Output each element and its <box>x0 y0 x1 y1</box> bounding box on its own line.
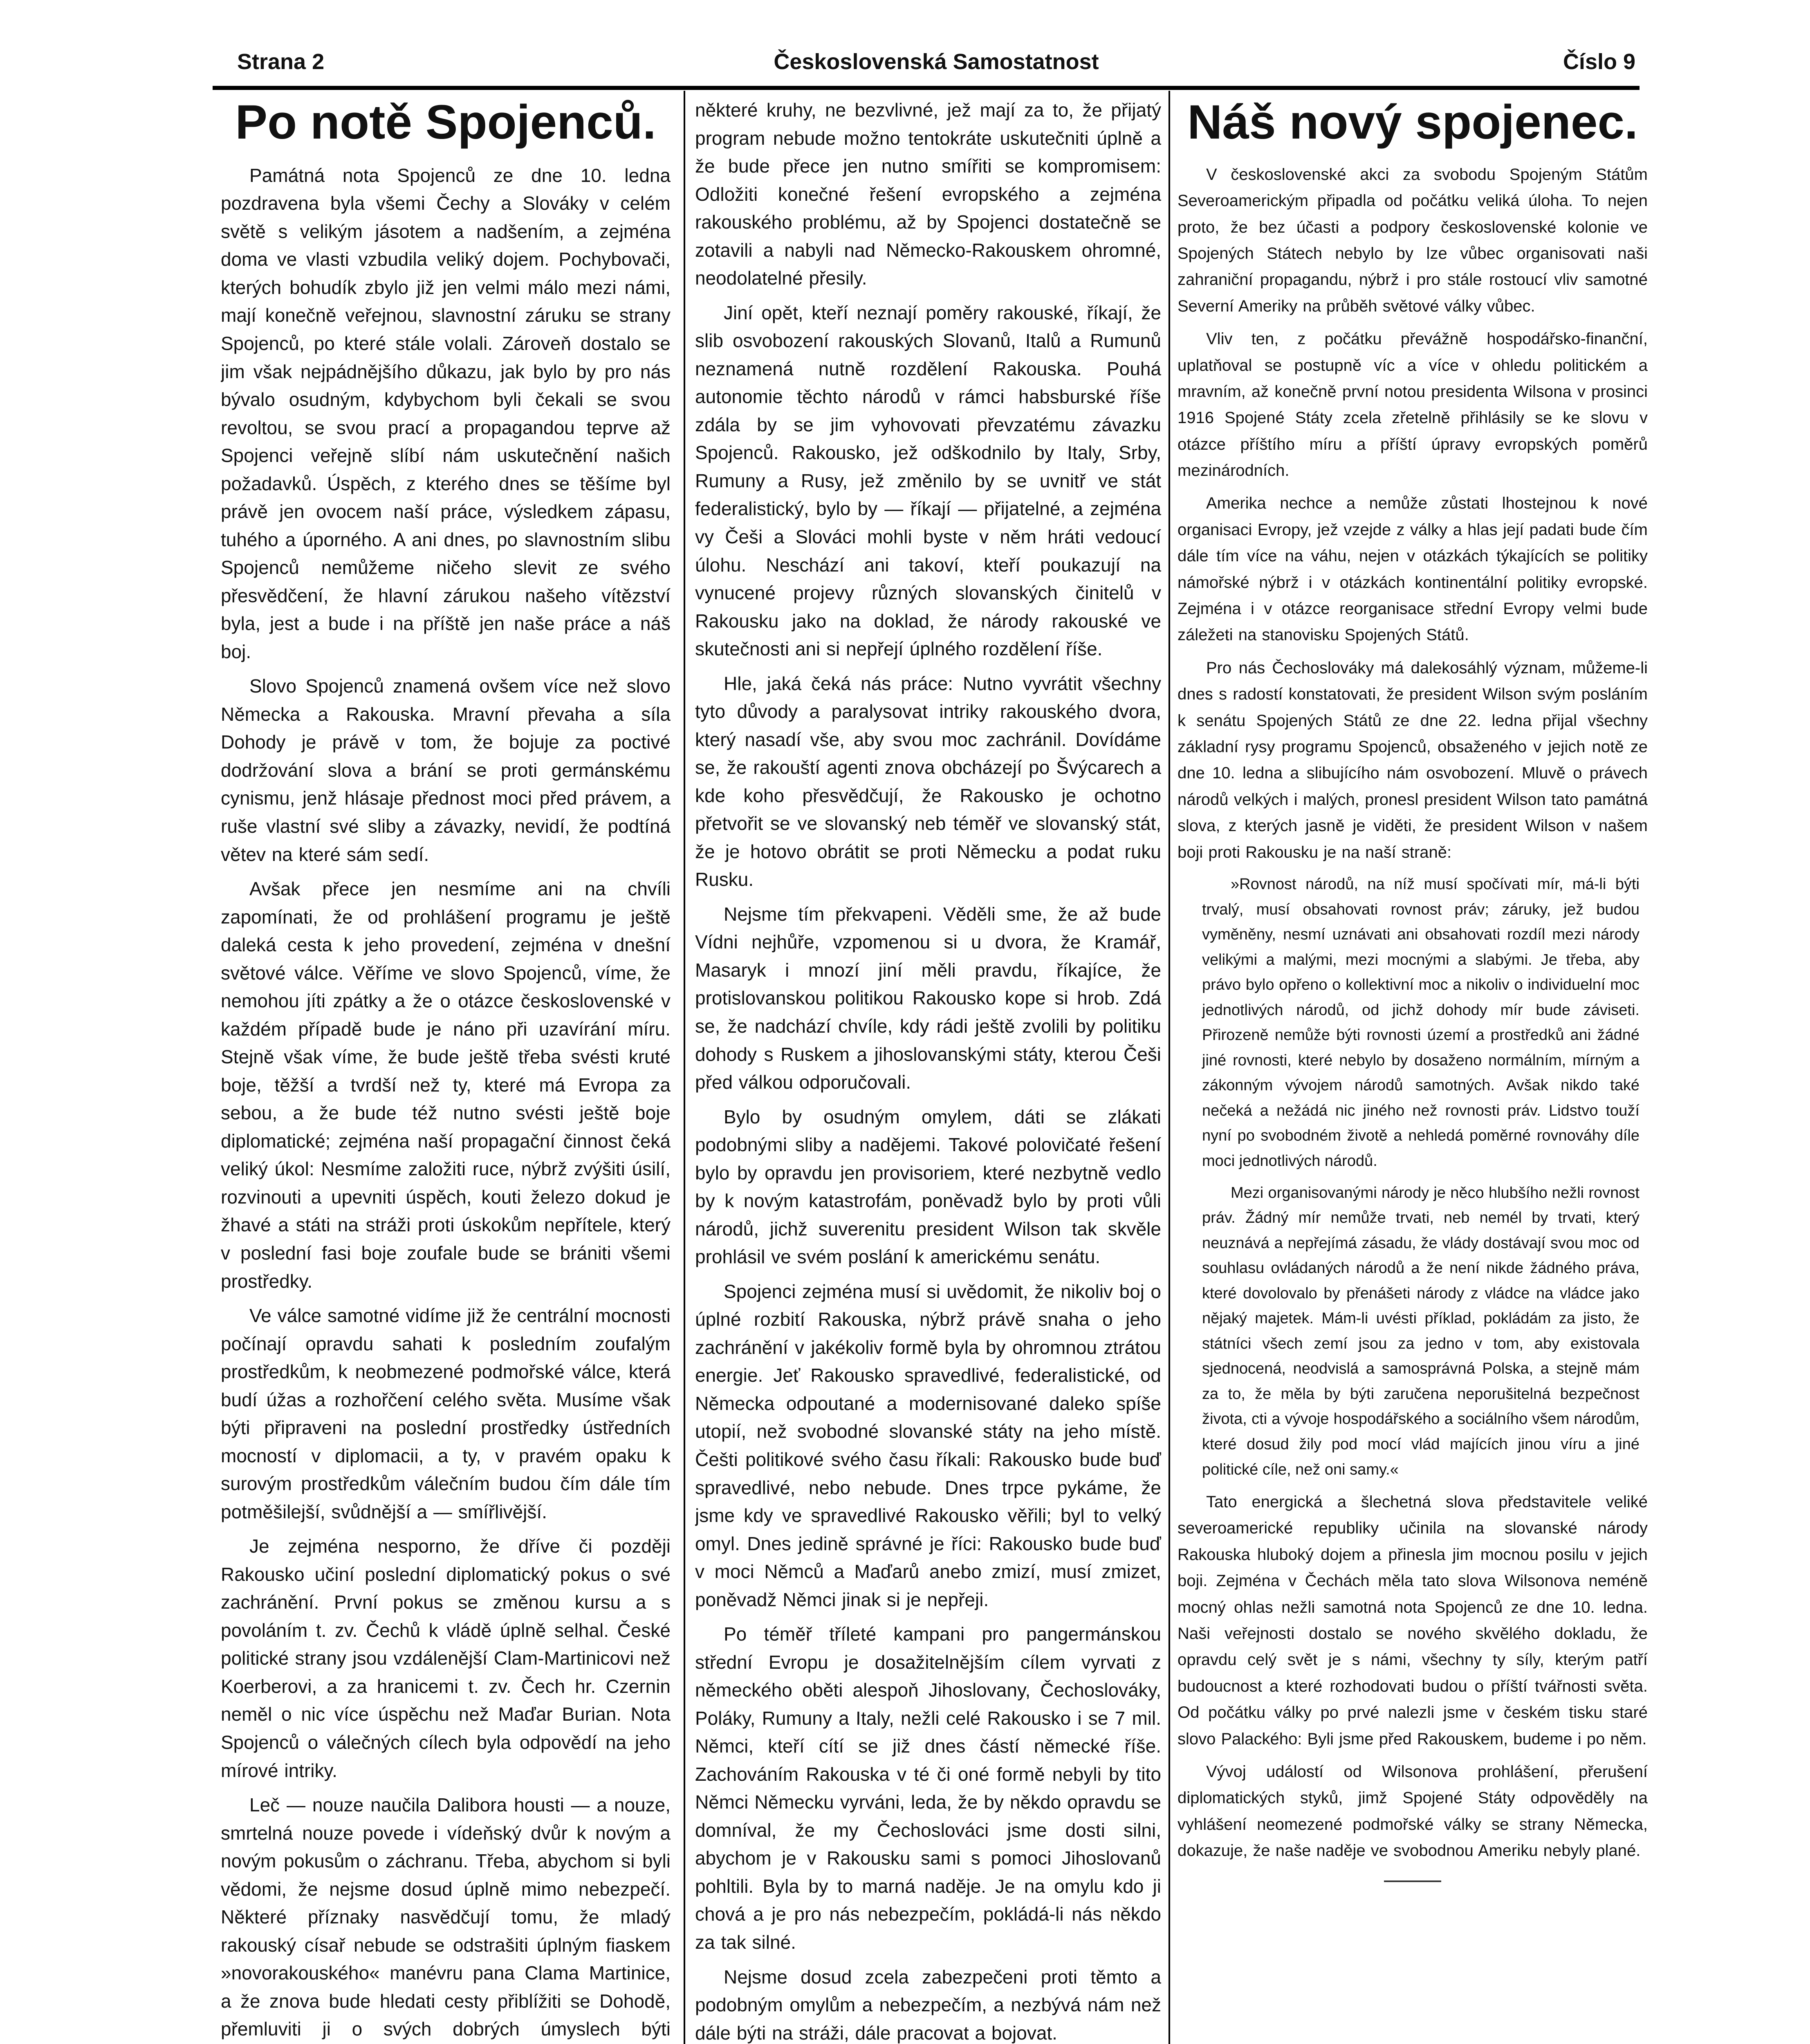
paragraph: Slovo Spojenců znamená ovšem více než slovo Německa a Rakouska. Mravní převaha a síla Dohody je právě v tom, že bojuje za poctivé dodržování slova a brání se proti germánskému cynismu, jenž hlásaje přednost moci před právem, a ruše vlastní své sliby a závazky, nevidí, že podtíná větev na které sám sedí. <box>221 675 671 865</box>
paragraph: Tato energická a šlechetná slova představitele veliké severoamerické republiky učinila na slovanské národy Rakouska hluboký dojem a přinesla jim mocnou posilu v jejich boji. Zejména v Čechách měla tato slova Wilsonova neméně mocný ohlas nežli samotná nota Spojenců ze dne 10. ledna. Naši veřejnosti dostalo se nového skvělého dokladu, že opravdu celý svět je s námi, všechny ty síly, kterým patří budoucnost a které rozhodovati budou o příští tvářnosti světa. Od počátku války po prvé nalezli jsme v českém tisku staré slovo Palackého: Byli jsme před Rakouskem, budeme i po něm. <box>1178 1493 1648 1748</box>
page-header <box>237 45 1635 90</box>
issue-number: Číslo 9 <box>1563 49 1635 74</box>
column-divider-2 <box>1169 91 1170 2044</box>
paragraph: Po téměř tříleté kampani pro pangermánskou střední Evropu je dosažitelnějším cílem vyrvati z německého oběti alespoň Jihoslovany, Čechoslováky, Poláky, Rumuny a Italy, nežli celé Rakousko i se 7 mil. Němci, kteří cítí se již dnes částí německé říše. Zachováním Rakouska v té či oné formě nebyli by tito Němci Německu vyrváni, leda, že by někdo opravdu se domníval, že my Čechoslováci jsme dosti silni, abychom je v Rakousku sami s pomoci Jihoslovanů pohltili. Byla by to marná naděje. Je na omylu kdo ji chová a je pro nás nebezpečím, pokládá-li nás někdo za tak silné. <box>695 1623 1161 1953</box>
wilson-quote: »Rovnost národů, na níž musí spočívati mír, má-li býti trvalý, musí obsahovati rovnost práv; záruky, jež budou vyměněny, nesmí uznávati ani obsahovati rozdíl mezi národy velikými a malými, mezi mocnými a slabými. Je třeba, aby právo bylo opřeno o kollektivní moc a nikoliv o individuelní moc jednotlivých národů, od jichž dohody mír bude záviseti. Přirozeně nemůže býti rovnosti území a prostředků ani žádné jiné rovnosti, které nebylo by dosaženo normálním, mírným a zákonným vývojem národů samotných. Avšak nikdo také nečeká a nežádá nic jiného než rovnosti práv. Lidstvo touží nyní po svobodném životě a nehledá poměrné rovnováhy díle moci jednotlivých národů. <box>1202 875 1640 1170</box>
column-left <box>221 96 671 2044</box>
header-rule <box>213 86 1640 90</box>
wilson-quote: Mezi organisovanými národy je něco hlubšího nežli rovnost práv. Žádný mír nemůže trvati, neb nemél by trvati, který neuznává a nepřejímá zásadu, že vlády dostávají svou moc od souhlasu ovládaných národů a že není nikde žádného práva, které dovolovalo by přenášeti národy z vládce na vládce jako nějaký majetek. Mám-li uvésti příklad, pokládám za jisto, že státníci všech zemí jsou za jedno v tom, aby existovala sjednocená, neodvislá a samosprávná Polska, a stejně mám za to, že měla by býti zaručena neporušitelná bezpečnost života, cti a vývoje hospodářského a sociálního všem národům, které dosud žily pod mocí vlád majících jinou víru a jiné politické cíle, než oni samy.« <box>1202 1184 1640 1478</box>
paragraph: Ve válce samotné vidíme již že centrální mocnosti počínají opravdu sahati k posledním zoufalým prostředkům, k neobmezené podmořské válce, která budí úžas a rozhořčení celého světa. Musíme však býti připraveni na poslední prostředky ústředních mocností v diplomacii, a ty, v pravém opaku k surovým prostředkům válečním budou čím dále tím potměšilejší, svůdnější a — smířlivější. <box>221 1305 671 1522</box>
paragraph: Památná nota Spojenců ze dne 10. ledna pozdravena byla všemi Čechy a Slováky v celém světě s velikým jásotem a nadšením, a zejména doma ve vlasti vzbudila veliký dojem. Pochybovači, kterých bohudík zbylo již jen velmi málo mezi námi, mají konečně veřejnou, slavnostní záruku se strany Spojenců, po které stále volali. Zároveň dostalo se jim však nejpádnějšího důkazu, jak bylo by pro nás bývalo osudným, kdybychom byli čekali se svou revoltou, se svou prací a propagandou teprve až Spojenci veřejně slíbí nám uskutečnění našich požadavků. Úspěch, z kterého dnes se těšíme byl právě jen ovocem naší práce, výsledkem zápasu, tuhého a úporného. A ani dnes, po slavnostním slibu Spojenců nemůžeme ničeho slevit ze svého přesvědčení, že hlavní zárukou našeho vítězství byla, jest a bude i na příště jen naše práce a náš boj. <box>221 164 671 662</box>
article-title-right: Náš nový spojenec. <box>1187 96 1638 149</box>
column-right <box>1178 96 1648 2044</box>
paragraph: Je zejména nesporno, že dříve či později Rakousko učiní poslední diplomatický pokus o své zachránění. První pokus se změnou kursu a s povoláním t. zv. Čechů k vládě úplně selhal. České politické strany jsou vzdálenější Clam-Martinicovi než Koerberovi, a za hranicemi t. zv. Čech hr. Czernin neměl o nic více úspěchu než Maďar Burian. Nota Spojenců o válečných cílech byla odpovědí na jeho mírové intriky. <box>221 1535 671 1781</box>
paragraph: Spojenci zejména musí si uvědomit, že nikoliv boj o úplné rozbití Rakouska, nýbrž právě snaha o jeho zachránění v jakékoliv formě byla by ohromnou ztrátou energie. Jeť Rakousko spravedlivé, federalistické, od Německa odpoutané a modernisované daleko spíše utopií, než svobodné slovanské státy na jeho místě. Češti politikové svého času říkali: Rakousko bude buď spravedlivé, nebo nebude. Dnes trpce pykáme, že jsme kdy ve spravedlivé Rakousko věřili; byl to velký omyl. Dnes jedině správné je říci: Rakousko bude buď v moci Němců a Maďarů anebo zmizí, musí zmizet, poněvadž Němci jinak si je nepřeji. <box>695 1280 1161 1610</box>
column-middle <box>695 96 1161 2044</box>
article-end-rule <box>1384 1880 1441 1882</box>
paragraph: Nejsme dosud zcela zabezpečeni proti těmto a podobným omylům a nebezpečím, a nezbývá nám než dále býti na stráži, dále pracovat a bojovat. <box>695 1966 1161 2044</box>
paragraph: Hle, jaká čeká nás práce: Nutno vyvrátit všechny tyto důvody a paralysovat intriky rakouského dvora, který nasadí vše, aby svou moc zachránil. Dovídáme se, že rakouští agenti znova obcházejí po Švýcarech a kde koho přesvědčují, že Rakousko je ochotno přetvořit se ve slovanský neb téměř ve slovanský stát, že je hotovo obrátit se proti Německu a podat ruku Rusku. <box>695 672 1161 890</box>
paragraph: Jiní opět, kteří neznají poměry rakouské, říkají, že slib osvobození rakouských Slovanů, Italů a Rumunů neznamená nutně rozdělení Rakouska. Pouhá autonomie těchto národů v rámci habsburské říše zdála by se jim vyhovovati převzatému závazku Spojenců. Rakousko, jež odškodnilo by Italy, Srby, Rumuny a Rusy, jež změnilo by se uvnitř ve stát federalistický, bylo by — říkají — přijatelné, a zejména vy Češi a Slováci mohli byste v něm hráti vedoucí úlohu. Neschází ani takoví, kteří poukazují na vynucené projevy různých slovanských činitelů v Rakousku jako na doklad, že národy rakouské ve skutečnosti ani si nepřejí úplného rozdělení říše. <box>695 302 1161 660</box>
page-number: Strana 2 <box>237 49 325 74</box>
paragraph: Amerika nechce a nemůže zůstati lhostejnou k nové organisaci Evropy, jež vzejde z války a hlas její padati bude čím dále tím více na váhu, nejen v otázkách týkajících se politiky námořské nýbrž i v otázkách kontinentální politiky evropské. Zejména i v otázce reorganisace střední Evropy velmi bude záležeti na stanovisku Spojených Států. <box>1178 494 1648 644</box>
paragraph: některé kruhy, ne bezvlivné, jež mají za to, že přijatý program nebude možno tentokráte uskutečniti úplně a že bude přece jen nutno smířiti se kompromisem: Odložiti konečné řešení evropského a zejména rakouského problému, až by Spojenci dostatečně se zotavili a nabyli nad Německo-Rakouskem ohromné, neodolatelné přesily. <box>695 99 1161 289</box>
paragraph: Nejsme tím překvapeni. Věděli sme, že až bude Vídni nejhůře, vzpomenou si u dvora, že Kramář, Masaryk i mnozí jiní měli pravdu, říkajíce, že protislovanskou politikou Rakousko kope si hrob. Zdá se, že nadchází chvíle, kdy rádi ještě zvolili by politiku dohody s Ruskem a jihoslovanskými státy, kterou Češi před válkou odporučovali. <box>695 903 1161 1093</box>
paragraph: V československé akci za svobodu Spojeným Státům Severoamerickým připadla od počátku veliká úloha. To nejen proto, že bez účasti a podpory československé kolonie ve Spojených Státech nebylo by lze vůbec organisovati naši zahraniční propagandu, nýbrž i pro stále rostoucí vliv samotné Severní Ameriky na průběh světové války vůbec. <box>1178 165 1648 315</box>
article-title-left: Po notě Spojenců. <box>235 96 656 149</box>
paragraph: Leč — nouze naučila Dalibora housti — a nouze, smrtelná nouze povede i vídeňský dvůr k novým a novým pokusům o záchranu. Třeba, abychom si byli vědomi, že nejsme dosud úplně mimo nebezpečí. Některé příznaky nasvědčují tomu, že mladý rakouský císař nebude se odstrašiti úplným fiaskem »novorakouského« manévru pana Clama Martinice, a že znova bude hledati cesty přiblížiti se Dohodě, přemluviti ji o svých dobrých úmyslech býti <box>221 1794 671 2040</box>
paragraph: Avšak přece jen nesmíme ani na chvíli zapomínati, že od prohlášení programu je ještě daleká cesta k jeho provedení, zejména v dnešní světové válce. Věříme ve slovo Spojenců, víme, že nemohou jíti zpátky a že o otázce československé v každém případě bude je náno při uzavírání míru. Stejně však víme, že bude ještě třeba svésti kruté boje, těžší a tvrdší než ty, které má Evropa za sebou, a že bude též nutno svésti ještě boje diplomatické; zejména naší propagační činnost čeká veliký úkol: Nesmíme založiti ruce, nýbrž zvýšiti úsilí, rozvinouti a upevniti úspěch, kouti železo dokud je žhavé a státi na stráži proti úskokům nepřítele, který v poslední fasi boje zoufale bude se brániti všemi prostředky. <box>221 878 671 1292</box>
paragraph: Vývoj událostí od Wilsonova prohlášení, přerušení diplomatických styků, jimž Spojené Státy odpověděly na vyhlášení neomezené podmořské války se strany Německa, dokazuje, že naše naděje ve svobodnou Ameriku nebyly plané. <box>1178 1762 1648 1860</box>
paragraph: Bylo by osudným omylem, dáti se zlákati podobnými sliby a nadějemi. Takové polovičaté řešení bylo by opravdu jen provisoriem, které nezbytně vedlo by k novým katastrofám, poněvadž bylo by proti vůli národů, jichž suverenitu president Wilson tak skvěle prohlásil ve svém poslání k americkému senátu. <box>695 1106 1161 1268</box>
paragraph: Vliv ten, z počátku převážně hospodářsko-finanční, uplatňoval se postupně víc a více v ohledu politickém a mravním, až konečně první notou presidenta Wilsona v prosinci 1916 Spojené Státy zcela zřetelně přihlásily se ke slovu v otázce příštího míru a příští úpravy evropských poměrů mezinárodních. <box>1178 330 1648 480</box>
paragraph: Pro nás Čechoslováky má dalekosáhlý význam, můžeme-li dnes s radostí konstatovati, že president Wilson svým posláním k senátu Spojených Států ze dne 22. ledna přijal všechny základní rysy programu Spojenců, obsaženého v jejich notě ze dne 10. ledna a slibujícího nám osvobození. Mluvě o právech národů velkých i malých, pronesl president Wilson tato památná slova, z kterých jasně je viděti, že president Wilson v našem boji proti Rakousku je na naší straně: <box>1178 659 1648 861</box>
column-divider-1 <box>684 91 685 2044</box>
newspaper-title: Československá Samostatnost <box>774 49 1099 74</box>
